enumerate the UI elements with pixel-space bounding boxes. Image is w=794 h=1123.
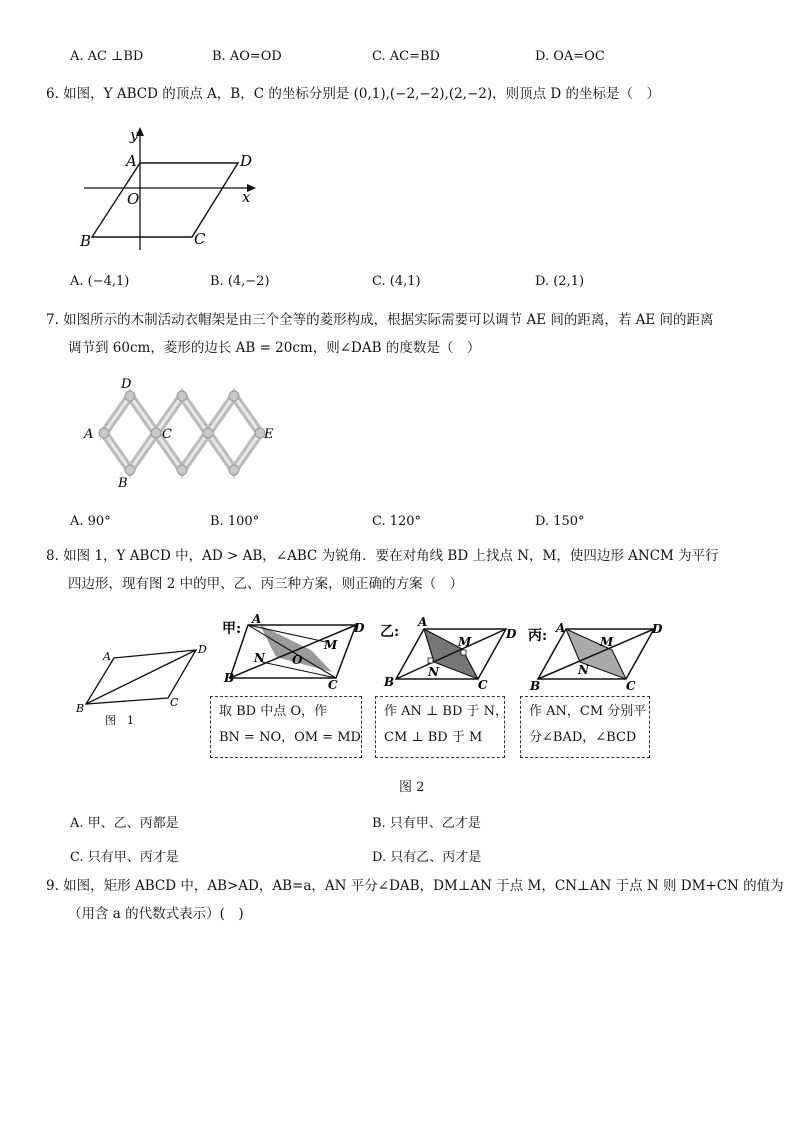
q7-label-e: E [264,427,274,442]
q8-jia-label-d: D [354,621,365,635]
q7-stem-line1: 7. 如图所示的木制活动衣帽架是由三个全等的菱形构成，根据实际需要可以调节 AE 间的距离，若 AE 间的距离 [46,312,714,328]
q8-fig1-label-c: C [170,696,179,709]
q8-plan-yi-box [375,696,509,758]
q8-plan-jia-box [210,696,362,758]
q8-fig1-label-a: A [103,650,111,663]
q5-option-d: D. OA=OC [535,49,605,64]
q8-bing-label-d: D [652,622,663,636]
q8-fig1-caption: 图 1 [105,714,134,727]
q6-option-d: D. (2,1) [535,274,585,289]
q8-plan-bing-box [520,696,650,758]
q8-bing-label-a: A [556,621,566,635]
q8-jia-label-a: A [252,612,262,626]
q6-label-c: C [194,230,206,248]
q8-plan-jia-line2: BN = NO，OM = MD [219,730,361,745]
q8-bing-label-c: C [626,679,636,692]
q8-option-b: B. 只有甲、乙才是 [372,816,481,831]
q8-jia-label-n: N [254,651,265,665]
q8-option-c: C. 只有甲、丙才是 [70,850,179,865]
q5-option-a: A. AC ⊥BD [70,49,144,64]
q8-stem-line1: 8. 如图 1，Y ABCD 中，AD > AB，∠ABC 为锐角．要在对角线 BD 上找点 N，M，使四边形 ANCM 为平行 [46,548,719,564]
q8-plan-yi-title: 乙: [380,624,400,640]
q8-plan-bing-figure [528,612,668,692]
q7-option-c: C. 120° [372,514,422,529]
q8-yi-label-m: M [458,635,472,649]
q8-plan-bing-line2: 分∠BAD，∠BCD [529,730,637,745]
q5-option-b: B. AO=OD [212,49,282,64]
q8-yi-label-a: A [418,615,428,629]
q6-option-a: A. (−4,1) [70,274,130,289]
q8-yi-label-b: B [384,675,395,689]
q6-label-o: O [127,190,140,208]
q8-jia-label-m: M [324,638,338,652]
q7-label-c: C [162,427,172,442]
q7-option-d: D. 150° [535,514,585,529]
q8-plan-jia-line1: 取 BD 中点 O，作 [219,704,328,719]
q5-option-c: C. AC=BD [372,49,440,64]
q8-fig2-caption: 图 2 [399,780,425,795]
q8-plan-bing-line1: 作 AN，CM 分别平 [529,704,647,719]
q6-coordinate-figure [76,122,266,257]
q7-coat-rack-figure [82,373,282,493]
q8-figure-1 [72,640,212,730]
q8-bing-label-n: N [578,663,589,677]
q8-option-a: A. 甲、乙、丙都是 [70,816,179,831]
q7-label-b: B [118,476,128,491]
q8-jia-label-c: C [328,678,338,690]
q7-option-b: B. 100° [210,514,260,529]
q8-stem-line2: 四边形，现有图 2 中的甲、乙、丙三种方案，则正确的方案（ ） [68,576,464,592]
q8-yi-label-d: D [506,627,517,641]
q8-plan-bing-title: 丙: [528,628,548,644]
q8-jia-label-b: B [224,671,235,685]
q8-plan-yi-line2: CM ⊥ BD 于 M [384,730,483,745]
q6-stem: 6. 如图，Y ABCD 的顶点 A，B，C 的坐标分别是 (0,1),(−2,−2),(2,−2)，则顶点 D 的坐标是（ ） [46,86,661,102]
q6-option-c: C. (4,1) [372,274,421,289]
q7-stem-line2: 调节到 60cm，菱形的边长 AB = 20cm，则∠DAB 的度数是（ ） [68,340,481,356]
q8-yi-label-c: C [478,678,488,692]
q6-label-y: y [130,126,139,144]
q8-plan-jia-figure [218,612,368,690]
q6-label-d: D [240,152,253,170]
q8-plan-jia-title: 甲: [222,621,242,637]
q6-label-a: A [126,152,137,170]
q6-label-b: B [80,232,92,250]
q6-option-b: B. (4,−2) [210,274,270,289]
q8-plan-yi-line1: 作 AN ⊥ BD 于 N， [384,704,509,719]
q8-jia-label-o: O [292,653,303,667]
q7-label-a: A [84,427,94,442]
q6-label-x: x [242,188,251,206]
q8-fig1-label-b: B [76,702,85,715]
q7-option-a: A. 90° [70,514,111,529]
q8-bing-label-b: B [530,679,541,692]
q8-yi-label-n: N [428,665,439,679]
q8-bing-label-m: M [600,635,614,649]
q8-option-d: D. 只有乙、丙才是 [372,850,482,865]
q9-stem-line1: 9. 如图，矩形 ABCD 中，AB>AD，AB=a，AN 平分∠DAB，DM⊥AN 于点 M，CN⊥AN 于点 N 则 DM+CN 的值为 [46,878,784,894]
q8-plan-yi-figure [378,612,518,692]
q9-stem-line2: （用含 a 的代数式表示）( ) [68,906,244,922]
q8-fig1-label-d: D [198,643,207,656]
q7-label-d: D [121,377,132,392]
